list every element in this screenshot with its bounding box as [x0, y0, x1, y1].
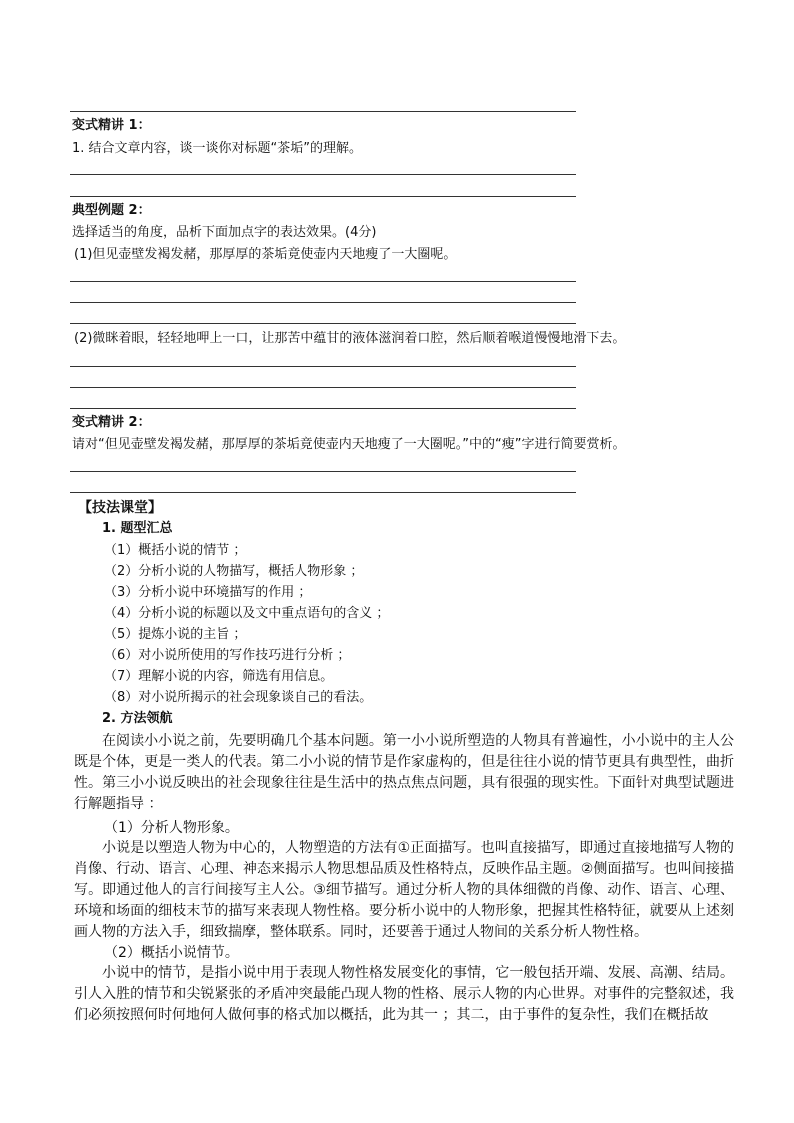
question-prompt: 选择适当的角度，品析下面加点字的表达效果。(4分): [72, 225, 377, 240]
answer-line: [70, 111, 576, 112]
question-text: (1)但见壶壁发褐发赭，那厚厚的茶垢竟使壶内天地瘦了一大圈呢。: [74, 247, 457, 262]
answer-line: [70, 323, 576, 324]
list-item: （7）理解小说的内容，筛选有用信息。: [104, 669, 334, 684]
question-text: 1. 结合文章内容，谈一谈你对标题“茶垢”的理解。: [72, 141, 363, 156]
answer-line: [70, 174, 576, 175]
paragraph-character: [74, 838, 734, 943]
list-item: （6）对小说所使用的写作技巧进行分析 ；: [104, 648, 351, 663]
paragraph-text: 在阅读小小说之前，先要明确几个基本问题。第一小小说所塑造的人物具有普遍性，小小说中的主人公既是个体，更是一类人的代表。第二小小说的情节是作家虚构的，但是往往小说的情节更具有典型性，曲折性。第三小小说反映出的社会现象往往是生活中的热点焦点问题，具有很强的现实性。下面针对典型试题进行解题指导 ：: [74, 733, 734, 812]
subheading-method-guide: 2. 方法领航: [102, 711, 173, 726]
answer-line: [70, 302, 576, 303]
list-item: （3）分析小说中环境描写的作用 ；: [104, 585, 312, 600]
answer-line: [70, 408, 576, 409]
section-heading-variant-2: 变式精讲 2：: [72, 415, 151, 430]
list-item: （8）对小说所揭示的社会现象谈自己的看法。: [104, 690, 373, 705]
method-heading-plot: （2）概括小说情节。: [104, 945, 239, 961]
answer-line: [70, 387, 576, 388]
list-item: （2）分析小说的人物描写，概括人物形象 ；: [104, 564, 364, 579]
paragraph-text: 小说中的情节，是指小说中用于表现人物性格发展变化的事情，它一般包括开端、发展、高潮、结局。引人入胜的情节和尖锐紧张的矛盾冲突最能凸现人物的性格、展示人物的内心世界。对事件的完整叙述，我们必须按照何时何地何人做何事的格式加以概括，此为其一 ；其二，由于事件的复杂性，我们在概括故: [74, 965, 734, 1023]
question-text: 请对“但见壶壁发褐发赭，那厚厚的茶垢竟使壶内天地瘦了一大圈呢。”中的“瘦”字进行简要赏析。: [72, 437, 626, 452]
section-heading-variant-1: 变式精讲 1：: [72, 118, 151, 133]
answer-line: [70, 281, 576, 282]
method-heading-character: （1）分析人物形象。: [104, 820, 239, 836]
list-item: （5）提炼小说的主旨 ；: [104, 627, 247, 642]
paragraph-intro: [74, 731, 734, 815]
answer-line: [70, 492, 576, 493]
skills-title: 【技法课堂】: [78, 500, 162, 516]
subheading-question-types: 1. 题型汇总: [102, 521, 173, 536]
paragraph-plot: [74, 963, 734, 1026]
answer-line: [70, 366, 576, 367]
answer-line: [70, 196, 576, 197]
question-text: (2)微眯着眼，轻轻地呷上一口，让那苦中蕴甘的液体滋润着口腔，然后顺着喉道慢慢地滑下去。: [74, 331, 626, 346]
answer-line: [70, 471, 576, 472]
list-item: （4）分析小说的标题以及文中重点语句的含义 ；: [104, 606, 390, 621]
paragraph-text: 小说是以塑造人物为中心的，人物塑造的方法有①正面描写。也叫直接描写，即通过直接地描写人物的肖像、行动、语言、心理、神态来揭示人物思想品质及性格特点，反映作品主题。②侧面描写。也叫间接描写。即通过他人的言行间接写主人公。③细节描写。通过分析人物的具体细微的肖像、动作、语言、心理、环境和场面的细枝末节的描写来表现人物性格。要分析小说中的人物形象，把握其性格特征，就要从上述刻画人物的方法入手，细致揣摩，整体联系。同时，还要善于通过人物间的关系分析人物性格。: [74, 840, 734, 940]
section-heading-example-2: 典型例题 2：: [72, 203, 151, 218]
list-item: （1）概括小说的情节 ；: [104, 543, 247, 558]
